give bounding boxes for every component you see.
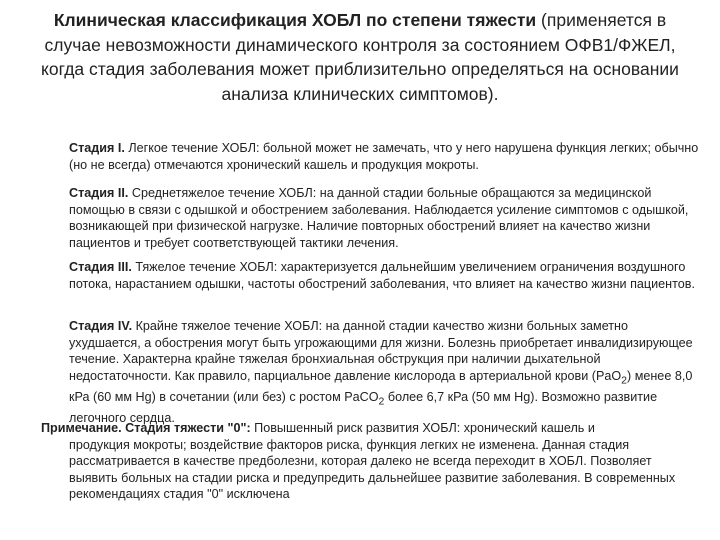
note-rest: продукция мокроты; воздействие факторов риска, функция легких не изменена. Данная стадия рассматривается в качестве предболезни, которая далеко не всегда переходит в ХОБЛ. Позволяет выявить больных на стадии риска и предупредить дальнейшее развитие заболевания. В современных рекомендациях стадия "0" исключена <box>69 437 676 502</box>
stage-4-text-b: ) менее 8,0 кРа (60 мм Hg) в сочетании (или без) с ростом PaCO <box>69 368 693 404</box>
note-paragraph <box>41 420 691 503</box>
stage-3-text: Тяжелое течение ХОБЛ: характеризуется дальнейшим увеличением ограничения воздушного потока, нарастанием одышки, частоты обострений заболевания, что влияет на качество жизни пациентов. <box>69 260 695 291</box>
note-label: Примечание. Стадия тяжести "0": <box>41 421 251 435</box>
page-title <box>40 8 680 106</box>
stage-2-paragraph <box>69 185 699 251</box>
stage-4-subscript-b: 2 <box>378 395 385 408</box>
stage-3-paragraph <box>69 259 699 292</box>
title-rest: (применяется в случае невозможности динамического контроля за состоянием ОФВ1/ФЖЕЛ, когда стадия заболевания может приблизительно определяться на основании анализа клинических симптомов). <box>41 10 679 104</box>
stage-4-subscript-a: 2 <box>621 374 627 387</box>
stage-1-paragraph <box>69 140 699 173</box>
stage-2-label: Стадия II. <box>69 186 129 200</box>
stage-4-label: Стадия IV. <box>69 319 133 333</box>
stage-2-text: Среднетяжелое течение ХОБЛ: на данной стадии больные обращаются за медицинской помощью в связи с одышкой и обострением заболевания. Наблюдается усиление симптомов с одышкой, возникающей при физической нагрузке. Наличие повторных обострений влияет на качество жизни пациентов и требует соответствующей тактики лечения. <box>69 186 689 250</box>
stage-3-label: Стадия III. <box>69 260 132 274</box>
stage-1-text: Легкое течение ХОБЛ: больной может не замечать, что у него нарушена функция легких; обычно (но не всегда) отмечаются хронический кашель и продукция мокроты. <box>69 141 699 172</box>
stage-4-paragraph <box>69 318 699 427</box>
stage-1-label: Стадия I. <box>69 141 125 155</box>
stage-4-text-c: более 6,7 кРа (50 мм Hg). Возможно развитие легочного сердца. <box>69 389 658 425</box>
title-bold: Клиническая классификация ХОБЛ по степени тяжести <box>53 10 537 30</box>
note-first-line: Повышенный риск развития ХОБЛ: хронический кашель и <box>250 421 595 435</box>
stage-4-text-a: Крайне тяжелое течение ХОБЛ: на данной стадии качество жизни больных заметно ухудшается, а обострения могут быть угрожающими для жизни. Болезнь приобретает инвалидизирующее течение. Характерна крайне тяжелая бронхиальная обструкция при наличии дыхательной недостаточности. Как правило, парциальное давление кислорода в артериальной крови (PaO <box>69 319 693 383</box>
